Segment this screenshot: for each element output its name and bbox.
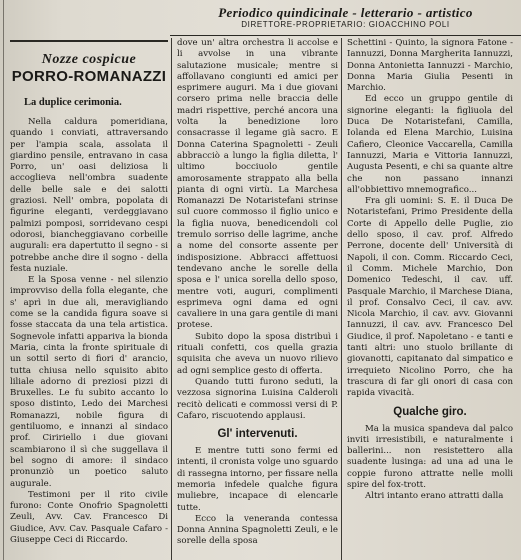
- article-headline: PORRO-ROMANAZZI: [11, 68, 167, 85]
- paragraph: Quando tutti furono seduti, la vezzosa signorina Luisina Calderoli recitò delicati e commossi versi di P. Cafaro, riscuotendo applausi.: [177, 376, 338, 421]
- masthead-title: Periodico quindicinale - letterario - artistico: [218, 5, 473, 20]
- section-heading: Qualche giro.: [393, 405, 467, 418]
- paragraph: Testimoni per il rito civile furono: Conte Onofrio Spagnoletti Zeuli, Avv. Cav. Francesco Di Giudice, Avv. Cav. Pasquale Cafaro - Giuseppe Ceci di Riccardo.: [10, 489, 168, 545]
- paragraph: Ed ecco un gruppo gentile di signorine eleganti: la figliuola del Duca De Notaristefani, Camilla, Iolanda ed Elena Marchio, Luisina Cafiero, Cleonice Vaccarella, Camilla Iannuzzi, Maria e Vittoria Iannuzzi, Augusta Pesenti, e chi sa quante altre che non passano innanzi all'obbiettivo mnemografico...: [347, 94, 513, 195]
- masthead-subtitle: DIRETTORE-PROPRIETARIO: GIOACCHINO POLI: [241, 20, 450, 29]
- paragraph: Ecco la veneranda contessa Donna Annina Spagnoletti Zeuli, e le sorelle della sposa: [177, 513, 338, 547]
- column-divider: [341, 38, 342, 560]
- column-divider: [171, 38, 172, 560]
- section-heading: Gl' intervenuti.: [217, 428, 298, 441]
- headline-rule: [10, 40, 168, 42]
- paragraph: Nella caldura pomeridiana, quando i conviati, attraversando per l'ampia scala, assolata il giardino pensile, entravano in casa Porro, un' oasi deliziosa li accoglieva nell'ombra suadente delle belle sale e dei salotti graziosi. Nell' ombra, popolata di figurine eleganti, verdeggiavano palmizi pomposi, sorridevano cespi odorosi, biancheggiavano corbeille augurali: era dapertutto il segno - si potrebbe anche dire il sogno - della festa nuziale.: [10, 117, 168, 274]
- column-2: [177, 38, 338, 558]
- paragraph: Fra gli uomini: S. E. il Duca De Notaristefani, Primo Presidente della Corte di Appello delle Puglie, zio dello sposo, il cav. prof. Alfredo Perrone, docente dell' Università di Napoli, il con. Comm. Riccardo Ceci, il Comm. Michele Marchio, Don Domenico Tedeschi, il cav. uff. Pasquale Marchio, il Marchese Diana, il prof. Consalvo Ceci, il cav. avv. Nicola Marchio, il cav. avv. Giovanni Iannuzzi, il cav. avv. Francesco Del Giudice, il prof. Napoletano - e tanti e tanti altri: uno stuolo brillante di giovanotti, capitanato dal simpatico e irrequieto Nicolino Porro, che ha trascura di far gli onori di casa con rapida vivacità.: [347, 196, 513, 399]
- paragraph: Subito dopo la sposa distribuì i rituali confetti, cos quella grazia squisita che aveva un nuovo rilievo ad ogni semplice gesto di offerta.: [177, 331, 338, 376]
- article-kicker: Nozze cospicue: [41, 52, 137, 67]
- paragraph: E mentre tutti sono fermi ed intenti, il cronista volge uno sguardo di rassegna intorno, per fissare nella memoria infedele qualche figura muliebre, incapace di elencarle tutte.: [177, 446, 338, 513]
- paragraph: Ma la musica spandeva dal palco inviti irresistibili, e naturalmente i ballerini... non resistettero alla suadente lusinga: ad una ad una le coppie furono attratte nelle molli spire del fox-trott.: [347, 423, 513, 490]
- section-heading: La duplice cerimonia.: [24, 97, 122, 108]
- column-3: [347, 38, 513, 558]
- paragraph: Altri intanto erano attratti dalla: [365, 491, 504, 502]
- page-edge-rule: [3, 0, 4, 560]
- masthead-rule: [170, 35, 521, 36]
- paragraph: E la Sposa venne - nel silenzio improvviso della folla elegante, che s' aprì in due ali, meravigliando come se la candida figura soave si fosse staccata da una tela artistica. Sognevole infatti appariva la bionda Maria, cinta la fronte spirituale di un sottil serto di fiori d' arancio, tutta chiusa nello squisito abito liliale adorno di preziosi pizzi di Bruxelles. Le fu subito accanto lo sposo distinto, Ledo dei Marchesi Romanazzi, nobile figura di gentiluomo, e innanzi al sindaco prof. Ciririello i due giovani scambiarono il sì che suggellava il bel sogno di amore: il sindaco pronunziò un poetico saluto augurale.: [10, 275, 168, 489]
- paragraph: dove un' altra orchestra li accolse e li avvolse in una vibrante salutazione musicale; mentre si affollavano congiunti ed amici per esprimere auguri. Ma i due giovani corsero prima nelle braccia delle madri rispettive, perché ancora una volta la benedizione loro consacrasse il legame già sacro. E Donna Caterina Spagnoletti - Zeuli abbracciò a lungo la figlia diletta, l' ultimo bocciuolo gentile amorosamente strappato alla bella pianta di ogni virtù. La Marchesa Romanazzi De Notaristefani strinse sul cuore commosso il figlio unico e la figlia nuova, benedicendoli col tremulo sorriso delle lagrime, anche a nome del consorte assente per indisposizione. Abbracci affettuosi tendevano anche le sorelle della sposa e l' unica sorella dello sposo, mentre voti, auguri, complimenti esprimeva ogni dama ed ogni cavaliere in una gara gentile di mani protese.: [177, 38, 338, 331]
- column-1: [10, 40, 168, 560]
- masthead: [170, 0, 521, 34]
- paragraph: Schettini - Quinto, la signora Fatone - Iannuzzi, Donna Margherita Iannuzzi, Donna Antonietta Iannuzzi - Marchio, Donna Maria Giulia Pesenti in Marchio.: [347, 38, 513, 94]
